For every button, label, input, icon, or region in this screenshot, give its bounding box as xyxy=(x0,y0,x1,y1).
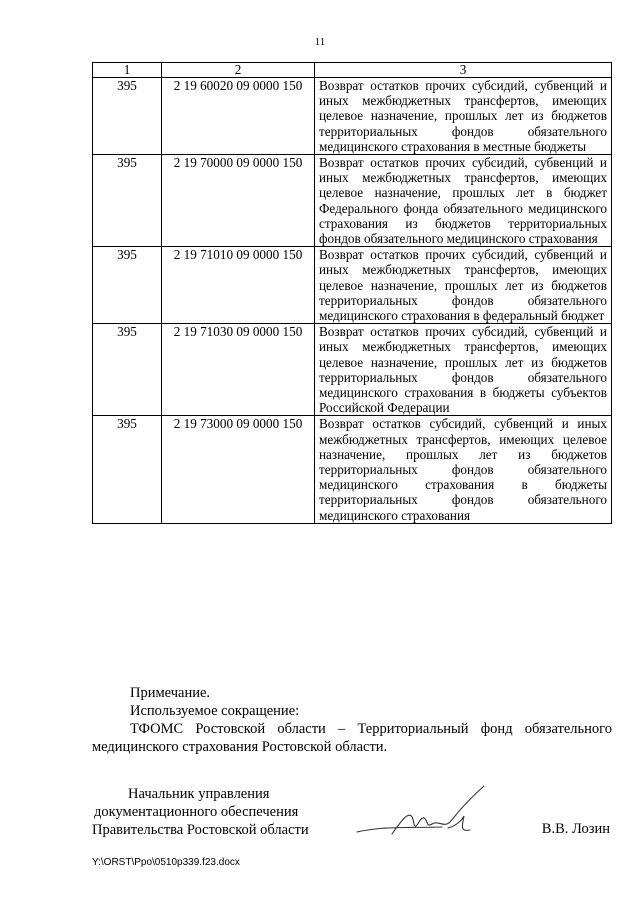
page-number: 11 xyxy=(314,36,326,48)
budget-code-cell: 2 19 70000 09 0000 150 xyxy=(162,155,315,247)
note-title: Примечание. xyxy=(130,685,211,701)
budget-code-table xyxy=(92,62,612,524)
table-row xyxy=(93,247,612,324)
column-header-1: 1 xyxy=(93,63,162,78)
handwritten-signature xyxy=(352,782,502,842)
table-row xyxy=(93,78,612,155)
signatory-title xyxy=(92,785,309,839)
admin-code-cell: 395 xyxy=(93,324,162,416)
budget-code-cell: 2 19 60020 09 0000 150 xyxy=(162,78,315,155)
column-header-3: 3 xyxy=(315,63,612,78)
description-cell: Возврат остатков прочих субсидий, субвенций и иных межбюджетных трансфертов, имеющих целевое назначение, прошлых лет из бюджетов территориальных фондов обязательного медицинского страхования в бюджеты субъектов Российской Федерации xyxy=(315,324,612,416)
note-subtitle: Используемое сокращение: xyxy=(130,703,300,719)
budget-code-cell: 2 19 71030 09 0000 150 xyxy=(162,324,315,416)
table-header-row xyxy=(93,63,612,78)
table-row xyxy=(93,324,612,416)
budget-code-cell: 2 19 73000 09 0000 150 xyxy=(162,416,315,523)
table-row xyxy=(93,416,612,523)
signatory-line-1: Начальник управления xyxy=(128,786,270,802)
file-path: Y:\ORST\Ppo\0510p339.f23.docx xyxy=(92,857,240,868)
admin-code-cell: 395 xyxy=(93,78,162,155)
signatory-name: В.В. Лозин xyxy=(541,821,610,837)
description-cell: Возврат остатков прочих субсидий, субвенций и иных межбюджетных трансфертов, имеющих целевое назначение, прошлых лет из бюджетов территориальных фондов обязательного медицинского страхования в федеральный бюджет xyxy=(315,247,612,324)
description-cell: Возврат остатков прочих субсидий, субвенций и иных межбюджетных трансфертов, имеющих целевое назначение, прошлых лет из бюджетов территориальных фондов обязательного медицинского страхования в местные бюджеты xyxy=(315,78,612,155)
admin-code-cell: 395 xyxy=(93,416,162,523)
signatory-line-3: Правительства Ростовской области xyxy=(92,822,309,838)
signatory-line-2: документационного обеспечения xyxy=(94,804,299,820)
admin-code-cell: 395 xyxy=(93,247,162,324)
admin-code-cell: 395 xyxy=(93,155,162,247)
table-row xyxy=(93,155,612,247)
description-cell: Возврат остатков субсидий, субвенций и иных межбюджетных трансфертов, имеющих целевое назначение, прошлых лет из бюджетов территориальных фондов обязательного медицинского страхования в бюджеты территориальных фондов обязательного медицинского страхования xyxy=(315,416,612,523)
note-text: ТФОМС Ростовской области – Территориальный фонд обязательного медицинского страхования Ростовской области. xyxy=(92,721,612,755)
description-cell: Возврат остатков прочих субсидий, субвенций и иных межбюджетных трансфертов, имеющих целевое назначение, прошлых лет в бюджет Федерального фонда обязательного медицинского страхования из бюджетов территориальных фондов обязательного медицинского страхования xyxy=(315,155,612,247)
budget-code-cell: 2 19 71010 09 0000 150 xyxy=(162,247,315,324)
column-header-2: 2 xyxy=(162,63,315,78)
